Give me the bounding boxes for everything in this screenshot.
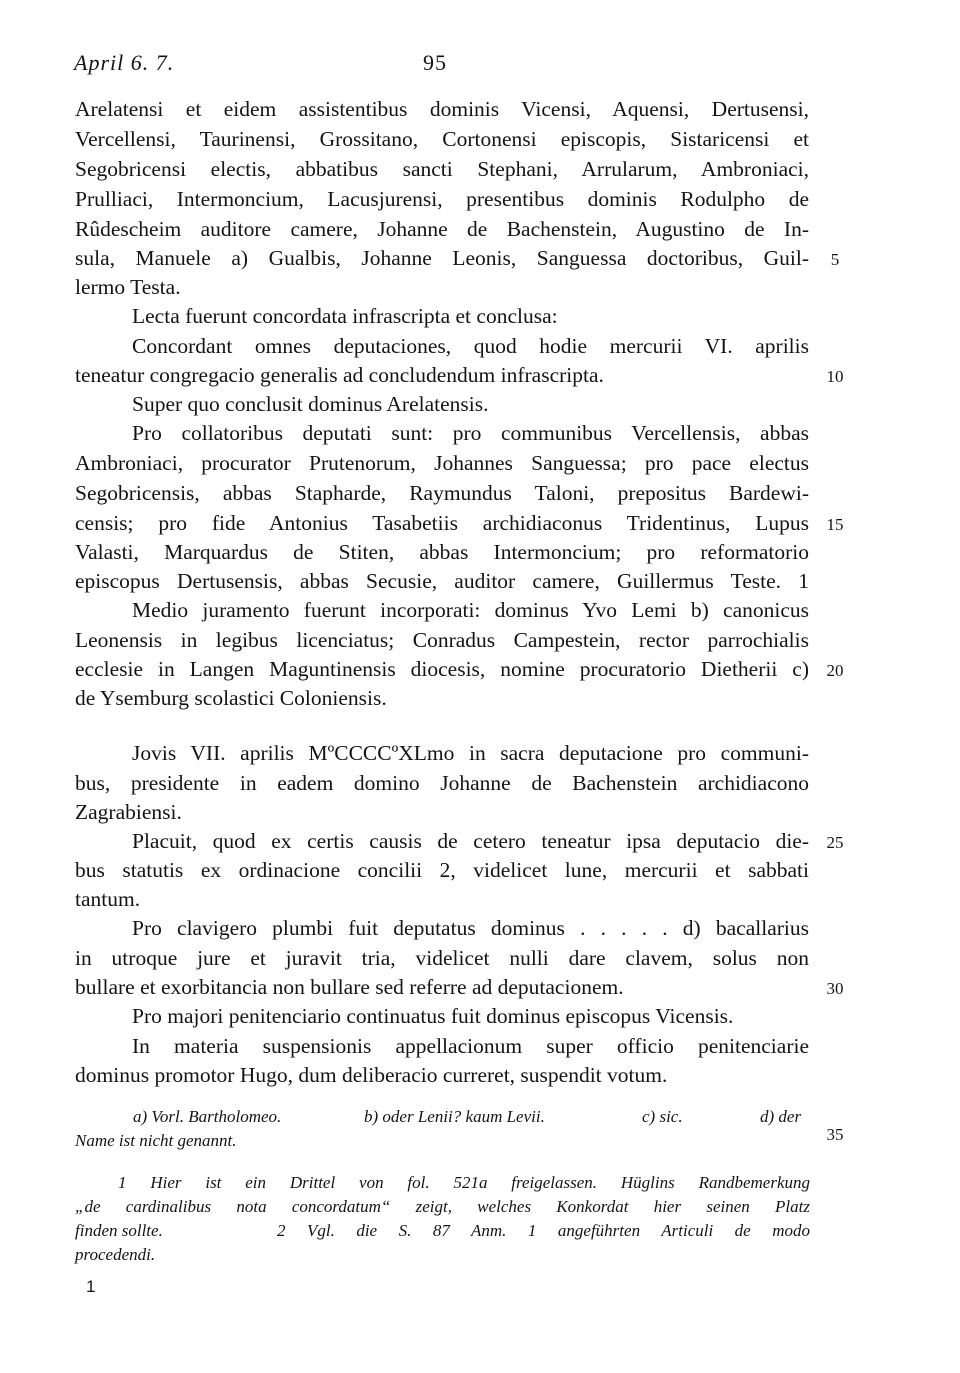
- page-number: 95: [423, 50, 447, 75]
- text-line: sula, Manuele a) Gualbis, Johanne Leonis, Sanguessa doctoribus, Guil-: [75, 246, 809, 270]
- text-line: Rûdescheim auditore camere, Johanne de Bachenstein, Augustino de In-: [75, 217, 809, 241]
- text-line: bullare et exorbitancia non bullare sed referre ad deputacionem.: [75, 975, 624, 999]
- text-line: Placuit, quod ex certis causis de cetero teneatur ipsa deputacio die-: [132, 829, 809, 853]
- margin-line-number: 35: [826, 1125, 844, 1144]
- footnote-2: 2 Vgl. die S. 87 Anm. 1 angeführten Articuli de modo: [277, 1221, 810, 1240]
- margin-line-number: 20: [826, 661, 844, 680]
- text-line: Zagrabiensi.: [75, 800, 182, 824]
- text-line: dominus promotor Hugo, dum deliberacio curreret, suspendit votum.: [75, 1063, 668, 1087]
- footnote-1-cont: „de cardinalibus nota concordatum“ zeigt, welches Konkordat hier seinen Platz: [75, 1197, 810, 1216]
- text-line: Super quo conclusit dominus Arelatensis.: [132, 392, 489, 416]
- text-line: Leonensis in legibus licenciatus; Conradus Campestein, rector parrochialis: [75, 628, 809, 652]
- text-line: in utroque jure et juravit tria, videlicet nulli dare clavem, solus non: [75, 946, 809, 970]
- text-line: Jovis VII. aprilis MºCCCCºXLmo in sacra deputacione pro communi-: [132, 741, 809, 765]
- margin-line-number: 30: [826, 979, 844, 998]
- footnote-1: 1 Hier ist ein Drittel von fol. 521a freigelassen. Hüglins Randbemerkung: [118, 1173, 810, 1192]
- text-line: bus, presidente in eadem domino Johanne de Bachenstein archidiacono: [75, 771, 809, 795]
- footnote-2-cont: procedendi.: [75, 1245, 156, 1264]
- margin-line-number: 10: [826, 367, 844, 386]
- text-line: de Ysemburg scolastici Coloniensis.: [75, 686, 387, 710]
- text-line: episcopus Dertusensis, abbas Secusie, auditor camere, Guillermus Teste. 1: [75, 569, 809, 593]
- text-line: Medio juramento fuerunt incorporati: dominus Yvo Lemi b) canonicus: [132, 598, 809, 622]
- text-line: bus statutis ex ordinacione concilii 2, videlicet lune, mercurii et sabbati: [75, 858, 809, 882]
- footnote-1-end: finden sollte.: [75, 1221, 163, 1240]
- text-line: Prulliaci, Intermoncium, Lacusjurensi, presentibus dominis Rodulpho de: [75, 187, 809, 211]
- text-line: In materia suspensionis appellacionum super officio penitenciarie: [132, 1034, 809, 1058]
- text-line: Ambroniaci, procurator Prutenorum, Johannes Sanguessa; pro pace electus: [75, 451, 809, 475]
- text-line: Pro collatoribus deputati sunt: pro communibus Vercellensis, abbas: [132, 421, 809, 445]
- text-line: Segobricensis, abbas Stapharde, Raymundus Taloni, prepositus Bardewi-: [75, 481, 809, 505]
- text-line: tantum.: [75, 887, 141, 911]
- text-line: Lecta fuerunt concordata infrascripta et conclusa:: [132, 304, 558, 328]
- text-line: lermo Testa.: [75, 275, 181, 299]
- text-line: Pro clavigero plumbi fuit deputatus dominus . . . . . d) bacallarius: [132, 916, 809, 940]
- variant-note-d-cont: Name ist nicht genannt.: [75, 1131, 237, 1150]
- text-line: Concordant omnes deputaciones, quod hodie mercurii VI. aprilis: [132, 334, 809, 358]
- bottom-mark: 1: [86, 1277, 96, 1296]
- variant-note-c: c) sic.: [642, 1107, 683, 1126]
- variant-note-d: d) der: [760, 1107, 802, 1126]
- running-header-date: April 6. 7.: [74, 50, 175, 75]
- text-line: ecclesie in Langen Maguntinensis diocesis, nomine procuratorio Dietherii c): [75, 657, 809, 681]
- text-line: Arelatensi et eidem assistentibus dominis Vicensi, Aquensi, Dertusensi,: [75, 97, 809, 121]
- margin-line-number: 5: [830, 250, 840, 269]
- text-line: censis; pro fide Antonius Tasabetiis archidiaconus Tridentinus, Lupus: [75, 511, 809, 535]
- text-line: Segobricensi electis, abbatibus sancti Stephani, Arrularum, Ambroniaci,: [75, 157, 809, 181]
- text-line: Vercellensi, Taurinensi, Grossitano, Cortonensi episcopis, Sistaricensi et: [75, 127, 809, 151]
- text-line: teneatur congregacio generalis ad concludendum infrascripta.: [75, 363, 604, 387]
- variant-note-b: b) oder Lenii? kaum Levii.: [364, 1107, 545, 1126]
- text-line: Pro majori penitenciario continuatus fuit dominus episcopus Vicensis.: [132, 1004, 734, 1028]
- margin-line-number: 15: [826, 515, 844, 534]
- margin-line-number: 25: [826, 833, 844, 852]
- text-line: Valasti, Marquardus de Stiten, abbas Intermoncium; pro reformatorio: [75, 540, 809, 564]
- variant-note-a: a) Vorl. Bartholomeo.: [133, 1107, 282, 1126]
